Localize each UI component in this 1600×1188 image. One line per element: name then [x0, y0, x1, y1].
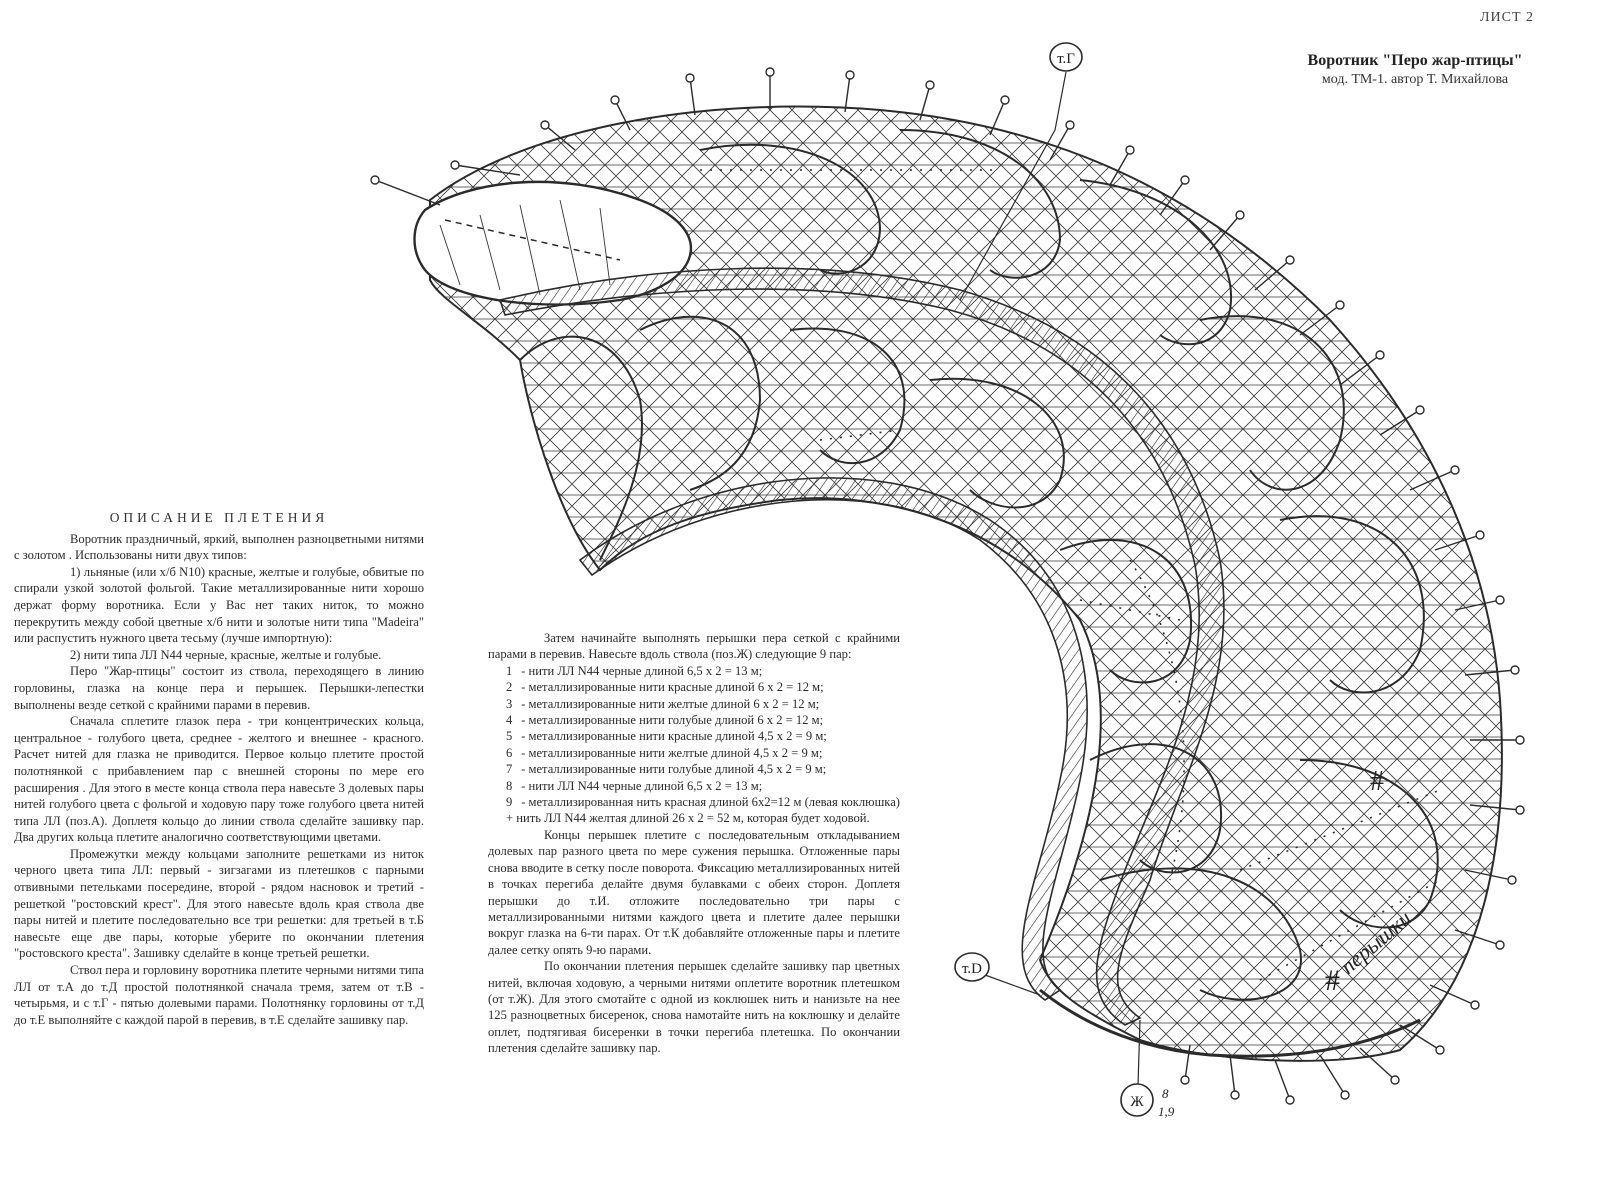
- description-paragraph: 2) нити типа ЛЛ N44 черные, красные, желтые и голубые.: [70, 647, 382, 662]
- instructions-intro: Затем начинайте выполнять перышки пера сеткой с крайними парами в перевив. Навесьте вдоль ствола (поз.Ж) следующие 9 пар:: [488, 631, 900, 662]
- sheet-number: ЛИСТ 2: [1480, 10, 1534, 25]
- point-g-label: т.Г: [1057, 51, 1075, 67]
- list-item: 8 - нити ЛЛ N44 черные длиной 6,5 х 2 = 13 м;: [506, 778, 763, 793]
- description-paragraph: Воротник праздничный, яркий, выполнен разноцветными нитями с золотом . Использованы нити двух типов:: [14, 531, 424, 563]
- description-paragraph: 1) льняные (или х/б N10) красные, желтые и голубые, обвитые по спирали узкой золотой фольгой. Такие металлизированные нити хорошо держат форму воротника. Если у Вас нет таких ниток, то можно перекрутить между собой цветные х/б нити и золотые нити типа "Madeira" или распустить нужного цвета тесьму (лучше импортную):: [14, 564, 424, 646]
- point-d-label: т.D: [961, 961, 983, 977]
- hash-mark-upper: #: [1370, 766, 1384, 797]
- description-paragraph: Сначала сплетите глазок пера - три концентрических кольца, центральное - голубого цвета, среднее - желтого и внешнее - красного. Расчет нитей для глазка не приводится. Первое кольцо плетите простой полотнянкой с прибавлением пар с внешней стороны по мере его расширения . Для этого в месте конца ствола пера навесьте 3 долевых пары нитей голубого цвета с фольгой и ходовую пару тоже голубого цвета нитей типа ЛЛ (поз.А). Доплетя кольцо до линии ствола сделайте зашивку пар. Два других кольца плетите аналогично соответствующими цветами.: [14, 714, 424, 845]
- list-item: 6 - металлизированные нити желтые длиной 4,5 х 2 = 9 м;: [506, 745, 823, 760]
- description-paragraph: Перо "Жар-птицы" состоит из ствола, переходящего в линию горловины, глазка на конце пера и перышек. Перышки-лепестки выполнены везде сеткой с крайними парами в перевив.: [14, 664, 424, 712]
- collar-title: Воротник "Перо жар-птицы": [1307, 52, 1523, 69]
- pairs-list: [488, 663, 900, 827]
- list-item: 9 - металлизированная нить красная длиной 6х2=12 м (левая коклюшка) + нить ЛЛ N44 желтая длиной 26 х 2 = 52 м, которая будет ходовой.: [506, 795, 900, 826]
- list-item: 5 - металлизированные нити красные длиной 4,5 х 2 = 9 м;: [506, 729, 827, 744]
- list-item: 7 - металлизированные нити голубые длиной 4,5 х 2 = 9 м;: [506, 762, 827, 777]
- list-item: 1 - нити ЛЛ N44 черные длиной 6,5 х 2 = 13 м;: [506, 663, 763, 678]
- model-author: мод. ТМ-1. автор Т. Михайлова: [1321, 72, 1509, 87]
- position-b-label: 1,9: [1158, 1104, 1175, 1119]
- instructions-column: [488, 630, 900, 1057]
- description-paragraph: Ствол пера и горловину воротника плетите черными нитями типа ЛЛ от т.А до т.Д простой полотнянкой сначала тремя, затем от т.В - четырьмя, и с т.Г - пятью долевыми парами. Полотнянку горловины от т.Д до т.Е выполняйте с каждой парой в перевив, в т.Е сделайте зашивку пар.: [14, 963, 424, 1027]
- hash-mark-lower: #: [1325, 964, 1340, 997]
- description-column: [14, 510, 424, 1028]
- instructions-paragraph: Концы перышек плетите с последовательным откладыванием долевых пар разного цвета по мере сужения перышка. Отложенные пары снова вводите в сетку после поворота. Фиксацию металлизированных нитей в точках перегиба делайте двумя булавками с обеих сторон. Доплетя перышки до т.И. отложите последовательно три пары с металлизированными нитями каждого цвета и плетите далее перышки вокруг глазка на 6-ти парах. От т.К добавляйте отложенные пары и плетите далее сетку опять 9-ю парами.: [488, 827, 900, 957]
- feathers-label: перышки: [1335, 905, 1416, 979]
- description-heading: ОПИСАНИЕ ПЛЕТЕНИЯ: [109, 510, 329, 525]
- point-zh-label: Ж: [1130, 1094, 1144, 1110]
- list-item: 4 - металлизированные нити голубые длиной 6 х 2 = 12 м;: [506, 713, 824, 728]
- list-item: 3 - металлизированные нити желтые длиной 6 х 2 = 12 м;: [506, 696, 820, 711]
- description-paragraph: Промежутки между кольцами заполните решетками из ниток черного цвета типа ЛЛ: первый - зигзагами из плетешков с парными отвивными петельками посередине, второй - рядом насновок и третий - решеткой "ростовский крест". Для этого навесьте вдоль края ствола две пары нитей и плетите последовательно все три решетки: для третьей в т.Б навесьте еще две пары, которые уберите по окончании плетения "ростовского креста". Зашивку сделайте в конце третьей решетки.: [14, 846, 424, 961]
- list-item: 2 - металлизированные нити красные длиной 6 х 2 = 12 м;: [506, 680, 824, 695]
- instructions-paragraph: По окончании плетения перышек сделайте зашивку пар цветных нитей, включая ходовую, а черными нитями оплетите воротник плетешком (от т.Ж). Для этого смотайте с одной из коклюшек нить и нанизьте на нее 125 разноцветных бисеренок, снова намотайте нить на коклюшку и делайте оплет, подтягивая бисеренки в точки перегиба плетешка. По окончании плетения сделайте зашивку пар.: [488, 959, 900, 1056]
- position-a-label: 8: [1162, 1086, 1169, 1101]
